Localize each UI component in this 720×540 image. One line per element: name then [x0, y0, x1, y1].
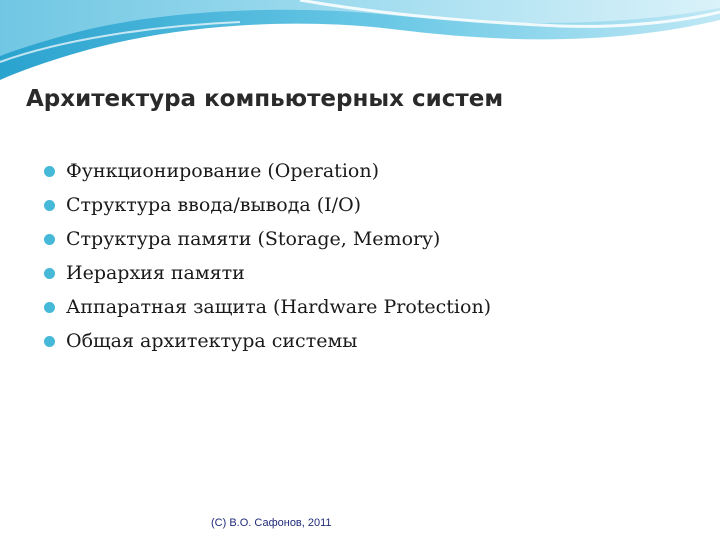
slide-title: Архитектура компьютерных систем — [26, 86, 504, 112]
bullet-dot-icon — [44, 268, 55, 279]
bullet-item — [44, 324, 491, 358]
bullet-item — [44, 290, 491, 324]
bullet-text: Аппаратная защита (Hardware Protection) — [66, 296, 492, 318]
bullet-dot-icon — [44, 200, 55, 211]
bullet-text: Структура ввода/вывода (I/O) — [66, 194, 362, 216]
bullet-item — [44, 188, 491, 222]
footer-copyright: (C) В.О. Сафонов, 2011 — [211, 517, 332, 529]
bullet-dot-icon — [44, 336, 55, 347]
bullet-list — [44, 154, 491, 358]
bullet-text: Общая архитектура системы — [66, 330, 358, 352]
bullet-text: Структура памяти (Storage, Memory) — [66, 228, 441, 250]
bullet-dot-icon — [44, 302, 55, 313]
header-wave-decoration — [0, 0, 720, 90]
bullet-dot-icon — [44, 166, 55, 177]
bullet-item — [44, 256, 491, 290]
bullet-text: Иерархия памяти — [66, 262, 245, 284]
bullet-text: Функционирование (Operation) — [66, 160, 379, 182]
bullet-item — [44, 154, 491, 188]
bullet-dot-icon — [44, 234, 55, 245]
bullet-item — [44, 222, 491, 256]
